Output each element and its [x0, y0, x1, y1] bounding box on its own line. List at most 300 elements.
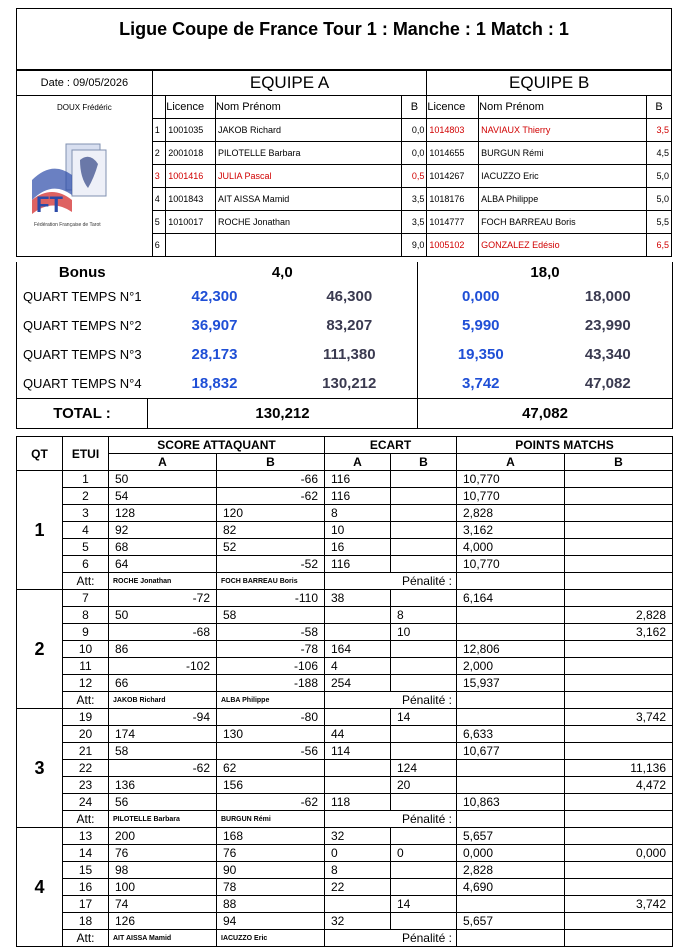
etui: 18: [63, 913, 109, 930]
player-b-name: IACUZZO Eric: [479, 165, 647, 188]
ecart-a: 118: [325, 794, 391, 811]
score-b: 82: [217, 522, 325, 539]
score-a: 50: [109, 471, 217, 488]
points-b: [565, 539, 673, 556]
player-row: [17, 119, 672, 142]
ecart-b: [391, 539, 457, 556]
att-label: Att:: [63, 930, 109, 947]
ecart-a: 44: [325, 726, 391, 743]
quarter-b-cumul: 23,990: [544, 311, 673, 340]
detail-row: [17, 828, 673, 845]
ecart-a: 22: [325, 879, 391, 896]
detail-row: [17, 539, 673, 556]
etui: 16: [63, 879, 109, 896]
score-b: -58: [217, 624, 325, 641]
ecart-b: [391, 658, 457, 675]
attacker-a: PILOTELLE Barbara: [109, 811, 217, 828]
detail-row: [17, 471, 673, 488]
score-a: 58: [109, 743, 217, 760]
points-a: 0,000: [457, 845, 565, 862]
player-b-licence: 1014267: [427, 165, 479, 188]
detail-row: [17, 879, 673, 896]
attacker-row: [17, 930, 673, 947]
ecart-a: 114: [325, 743, 391, 760]
points-b: 11,136: [565, 760, 673, 777]
ecart-a: [325, 760, 391, 777]
player-b-name: BURGUN Rémi: [479, 142, 647, 165]
score-a: -72: [109, 590, 217, 607]
quarter-a-score: 42,300: [191, 288, 238, 305]
player-b-licence: 1014803: [427, 119, 479, 142]
score-a: 68: [109, 539, 217, 556]
ecart-b: 20: [391, 777, 457, 794]
player-a-licence: [166, 234, 216, 257]
penalty-a: [457, 692, 565, 709]
ecart-a: 254: [325, 675, 391, 692]
ecart-b: [391, 641, 457, 658]
header-points-a: A: [457, 454, 565, 471]
quarter-row: [17, 311, 673, 340]
player-b-bonus: 5,0: [647, 165, 672, 188]
detail-row: [17, 505, 673, 522]
ecart-b: 8: [391, 607, 457, 624]
score-a: 100: [109, 879, 217, 896]
points-b: 2,828: [565, 607, 673, 624]
score-a: -102: [109, 658, 217, 675]
player-b-name: GONZALEZ Edésio: [479, 234, 647, 257]
quarter-row: [17, 369, 673, 399]
attacker-b: BURGUN Rémi: [217, 811, 325, 828]
etui: 24: [63, 794, 109, 811]
points-a: 10,770: [457, 471, 565, 488]
points-a: 2,000: [457, 658, 565, 675]
etui: 10: [63, 641, 109, 658]
points-b: 3,742: [565, 709, 673, 726]
points-a: 15,937: [457, 675, 565, 692]
details-table: [16, 436, 673, 947]
ecart-b: [391, 675, 457, 692]
score-b: -52: [217, 556, 325, 573]
points-a: 2,828: [457, 862, 565, 879]
penalty-label: Pénalité :: [325, 573, 457, 590]
attacker-a: ROCHE Jonathan: [109, 573, 217, 590]
player-a-licence: 1001035: [166, 119, 216, 142]
points-b: [565, 471, 673, 488]
detail-row: [17, 794, 673, 811]
total-b: 47,082: [418, 399, 673, 429]
score-a: 66: [109, 675, 217, 692]
ecart-b: [391, 522, 457, 539]
ecart-a: 116: [325, 471, 391, 488]
player-b-licence: 1014655: [427, 142, 479, 165]
quarter-row: [17, 282, 673, 311]
ecart-a: [325, 624, 391, 641]
points-b: 3,742: [565, 896, 673, 913]
ecart-b: [391, 590, 457, 607]
quarter-label: QUART TEMPS N°1: [17, 282, 148, 311]
quarter-b-cumul: 18,000: [544, 282, 673, 311]
etui: 14: [63, 845, 109, 862]
detail-row: [17, 862, 673, 879]
attacker-b: IACUZZO Eric: [217, 930, 325, 947]
quarter-label: QUART TEMPS N°2: [17, 311, 148, 340]
score-b: 88: [217, 896, 325, 913]
player-b-bonus: 6,5: [647, 234, 672, 257]
quarter-b-score: 5,990: [418, 311, 544, 340]
etui: 2: [63, 488, 109, 505]
points-a: 4,000: [457, 539, 565, 556]
points-b: 4,472: [565, 777, 673, 794]
points-b: [565, 590, 673, 607]
detail-row: [17, 658, 673, 675]
ecart-a: 32: [325, 913, 391, 930]
points-b: 3,162: [565, 624, 673, 641]
points-a: 2,828: [457, 505, 565, 522]
player-a-num: 2: [152, 142, 165, 165]
etui: 5: [63, 539, 109, 556]
detail-row: [17, 777, 673, 794]
points-b: [565, 556, 673, 573]
header-score-b: B: [217, 454, 325, 471]
ecart-b: [391, 556, 457, 573]
player-a-bonus: 9,0: [402, 234, 427, 257]
match-date: Date : 09/05/2026: [17, 71, 153, 96]
ecart-b: [391, 828, 457, 845]
points-a: [457, 624, 565, 641]
svg-text:Fédération Française de Tarot: Fédération Française de Tarot: [34, 222, 101, 228]
player-a-name: PILOTELLE Barbara: [215, 142, 402, 165]
detail-row: [17, 624, 673, 641]
player-b-bonus: 5,5: [647, 211, 672, 234]
score-a: 126: [109, 913, 217, 930]
ecart-b: 124: [391, 760, 457, 777]
detail-row: [17, 845, 673, 862]
ecart-b: [391, 726, 457, 743]
points-b: [565, 488, 673, 505]
quarter-number: 4: [17, 828, 63, 947]
ecart-a: [325, 777, 391, 794]
total-label: TOTAL :: [17, 399, 148, 429]
penalty-b: [565, 573, 673, 590]
score-a: 174: [109, 726, 217, 743]
score-b: 90: [217, 862, 325, 879]
score-b: 94: [217, 913, 325, 930]
score-b: -56: [217, 743, 325, 760]
points-a: 10,863: [457, 794, 565, 811]
points-b: [565, 641, 673, 658]
etui: 13: [63, 828, 109, 845]
bonus-a: 4,0: [271, 263, 293, 281]
quarter-b-score: 0,000: [418, 282, 544, 311]
points-a: 4,690: [457, 879, 565, 896]
penalty-b: [565, 811, 673, 828]
detail-row: [17, 641, 673, 658]
player-a-licence: 2001018: [166, 142, 216, 165]
points-b: [565, 862, 673, 879]
quarter-number: 1: [17, 471, 63, 590]
points-b: [565, 675, 673, 692]
quarter-a-score: 36,907: [191, 317, 238, 334]
points-a: [457, 896, 565, 913]
bonus-label: Bonus: [17, 262, 148, 282]
ecart-b: 14: [391, 709, 457, 726]
col-licence-a: Licence: [166, 96, 216, 119]
detail-row: [17, 896, 673, 913]
score-b: -66: [217, 471, 325, 488]
penalty-a: [457, 573, 565, 590]
quarter-a-cumul: 111,380: [322, 346, 376, 363]
player-b-name: FOCH BARREAU Boris: [479, 211, 647, 234]
etui: 22: [63, 760, 109, 777]
detail-row: [17, 590, 673, 607]
ffta-logo: [32, 140, 116, 232]
points-a: 6,164: [457, 590, 565, 607]
header-points-b: B: [565, 454, 673, 471]
ecart-b: [391, 794, 457, 811]
ecart-a: 38: [325, 590, 391, 607]
player-a-licence: 1010017: [166, 211, 216, 234]
attacker-b: FOCH BARREAU Boris: [217, 573, 325, 590]
quarter-b-score: 3,742: [418, 369, 544, 399]
attacker-a: JAKOB Richard: [109, 692, 217, 709]
score-a: 74: [109, 896, 217, 913]
penalty-label: Pénalité :: [325, 811, 457, 828]
quarter-label: QUART TEMPS N°4: [17, 369, 148, 399]
player-a-num: 3: [152, 165, 165, 188]
header-score-a: A: [109, 454, 217, 471]
score-b: 76: [217, 845, 325, 862]
ecart-b: 14: [391, 896, 457, 913]
detail-row: [17, 488, 673, 505]
etui: 19: [63, 709, 109, 726]
detail-row: [17, 743, 673, 760]
score-a: -94: [109, 709, 217, 726]
score-a: 64: [109, 556, 217, 573]
ecart-b: 10: [391, 624, 457, 641]
ecart-a: 8: [325, 862, 391, 879]
etui: 1: [63, 471, 109, 488]
attacker-row: [17, 811, 673, 828]
detail-row: [17, 709, 673, 726]
points-b: [565, 794, 673, 811]
points-a: 5,657: [457, 828, 565, 845]
quarter-label: QUART TEMPS N°3: [17, 340, 148, 369]
page-title: Ligue Coupe de France Tour 1 : Manche : 1 Match : 1: [119, 19, 569, 39]
header-ecart-b: B: [391, 454, 457, 471]
attacker-row: [17, 573, 673, 590]
score-a: 98: [109, 862, 217, 879]
score-b: 78: [217, 879, 325, 896]
etui: 12: [63, 675, 109, 692]
player-b-licence: 1018176: [427, 188, 479, 211]
points-a: 10,770: [457, 556, 565, 573]
attacker-b: ALBA Philippe: [217, 692, 325, 709]
quarter-number: 2: [17, 590, 63, 709]
ecart-a: 0: [325, 845, 391, 862]
etui: 3: [63, 505, 109, 522]
ecart-a: 4: [325, 658, 391, 675]
points-b: [565, 726, 673, 743]
ecart-a: [325, 709, 391, 726]
etui: 4: [63, 522, 109, 539]
header-etui: ETUI: [63, 437, 109, 471]
points-a: 12,806: [457, 641, 565, 658]
ecart-a: [325, 896, 391, 913]
points-b: [565, 879, 673, 896]
score-a: 76: [109, 845, 217, 862]
penalty-b: [565, 930, 673, 947]
score-b: -110: [217, 590, 325, 607]
score-b: -106: [217, 658, 325, 675]
detail-row: [17, 760, 673, 777]
score-a: 54: [109, 488, 217, 505]
points-a: [457, 760, 565, 777]
total-a: 130,212: [148, 399, 418, 429]
points-a: 5,657: [457, 913, 565, 930]
player-a-bonus: 0,5: [402, 165, 427, 188]
score-a: 200: [109, 828, 217, 845]
quarter-a-cumul: 83,207: [326, 317, 373, 334]
score-a: 92: [109, 522, 217, 539]
etui: 21: [63, 743, 109, 760]
score-a: 128: [109, 505, 217, 522]
penalty-label: Pénalité :: [325, 692, 457, 709]
title-box: [16, 8, 672, 70]
player-a-licence: 1001416: [166, 165, 216, 188]
team-b-label: EQUIPE B: [427, 71, 672, 96]
ecart-b: [391, 505, 457, 522]
player-a-licence: 1001843: [166, 188, 216, 211]
ecart-a: 10: [325, 522, 391, 539]
player-a-bonus: 0,0: [402, 119, 427, 142]
detail-row: [17, 607, 673, 624]
col-licence-b: Licence: [427, 96, 479, 119]
player-b-bonus: 3,5: [647, 119, 672, 142]
ecart-b: [391, 743, 457, 760]
referee-name: DOUX Frédéric: [17, 96, 153, 119]
quarter-b-cumul: 43,340: [544, 340, 673, 369]
player-b-licence: 1005102: [427, 234, 479, 257]
etui: 9: [63, 624, 109, 641]
points-a: [457, 607, 565, 624]
col-b-b: B: [647, 96, 672, 119]
points-b: [565, 505, 673, 522]
score-a: -62: [109, 760, 217, 777]
detail-row: [17, 726, 673, 743]
detail-row: [17, 675, 673, 692]
score-b: -80: [217, 709, 325, 726]
player-a-num: 1: [152, 119, 165, 142]
player-b-name: NAVIAUX Thierry: [479, 119, 647, 142]
quarter-row: [17, 340, 673, 369]
player-b-bonus: 4,5: [647, 142, 672, 165]
ecart-a: 116: [325, 556, 391, 573]
quarter-a-score: 18,832: [191, 375, 238, 392]
score-a: 136: [109, 777, 217, 794]
score-b: -62: [217, 488, 325, 505]
etui: 15: [63, 862, 109, 879]
ecart-b: 0: [391, 845, 457, 862]
score-b: -78: [217, 641, 325, 658]
quarters-table: [16, 262, 673, 429]
quarter-number: 3: [17, 709, 63, 828]
bonus-b: 18,0: [418, 262, 673, 282]
player-a-bonus: 3,5: [402, 188, 427, 211]
team-a-label: EQUIPE A: [152, 71, 427, 96]
ecart-a: 116: [325, 488, 391, 505]
ecart-a: 164: [325, 641, 391, 658]
header-qt: QT: [17, 437, 63, 471]
player-a-name: [215, 234, 402, 257]
ecart-b: [391, 879, 457, 896]
detail-row: [17, 522, 673, 539]
points-a: 10,770: [457, 488, 565, 505]
penalty-a: [457, 930, 565, 947]
player-row: [17, 234, 672, 257]
ecart-b: [391, 471, 457, 488]
ecart-a: [325, 607, 391, 624]
etui: 20: [63, 726, 109, 743]
points-b: [565, 743, 673, 760]
score-b: 156: [217, 777, 325, 794]
player-a-name: ROCHE Jonathan: [215, 211, 402, 234]
points-a: 6,633: [457, 726, 565, 743]
ecart-b: [391, 862, 457, 879]
points-a: [457, 777, 565, 794]
score-a: 86: [109, 641, 217, 658]
quarter-b-cumul: 47,082: [544, 369, 673, 399]
player-b-licence: 1014777: [427, 211, 479, 234]
score-a: 50: [109, 607, 217, 624]
header-ecart-a: A: [325, 454, 391, 471]
player-a-name: JULIA Pascal: [215, 165, 402, 188]
score-b: 62: [217, 760, 325, 777]
header-points: POINTS MATCHS: [457, 437, 673, 454]
att-label: Att:: [63, 573, 109, 590]
penalty-label: Pénalité :: [325, 930, 457, 947]
points-b: [565, 522, 673, 539]
ecart-b: [391, 913, 457, 930]
penalty-a: [457, 811, 565, 828]
ecart-a: 16: [325, 539, 391, 556]
player-a-bonus: 0,0: [402, 142, 427, 165]
player-b-bonus: 5,0: [647, 188, 672, 211]
attacker-a: AIT AISSA Mamid: [109, 930, 217, 947]
points-b: [565, 828, 673, 845]
col-b-a: B: [402, 96, 427, 119]
header-score: SCORE ATTAQUANT: [109, 437, 325, 454]
points-b: [565, 913, 673, 930]
etui: 17: [63, 896, 109, 913]
etui: 23: [63, 777, 109, 794]
player-a-bonus: 3,5: [402, 211, 427, 234]
player-a-name: AIT AISSA Mamid: [215, 188, 402, 211]
score-b: 168: [217, 828, 325, 845]
etui: 7: [63, 590, 109, 607]
quarter-a-score: 28,173: [191, 346, 238, 363]
points-b: [565, 658, 673, 675]
points-b: 0,000: [565, 845, 673, 862]
col-name-b: Nom Prénom: [479, 96, 647, 119]
detail-row: [17, 913, 673, 930]
points-a: 3,162: [457, 522, 565, 539]
score-b: -62: [217, 794, 325, 811]
etui: 8: [63, 607, 109, 624]
ecart-a: 32: [325, 828, 391, 845]
player-a-num: 5: [152, 211, 165, 234]
player-a-num: 4: [152, 188, 165, 211]
attacker-row: [17, 692, 673, 709]
